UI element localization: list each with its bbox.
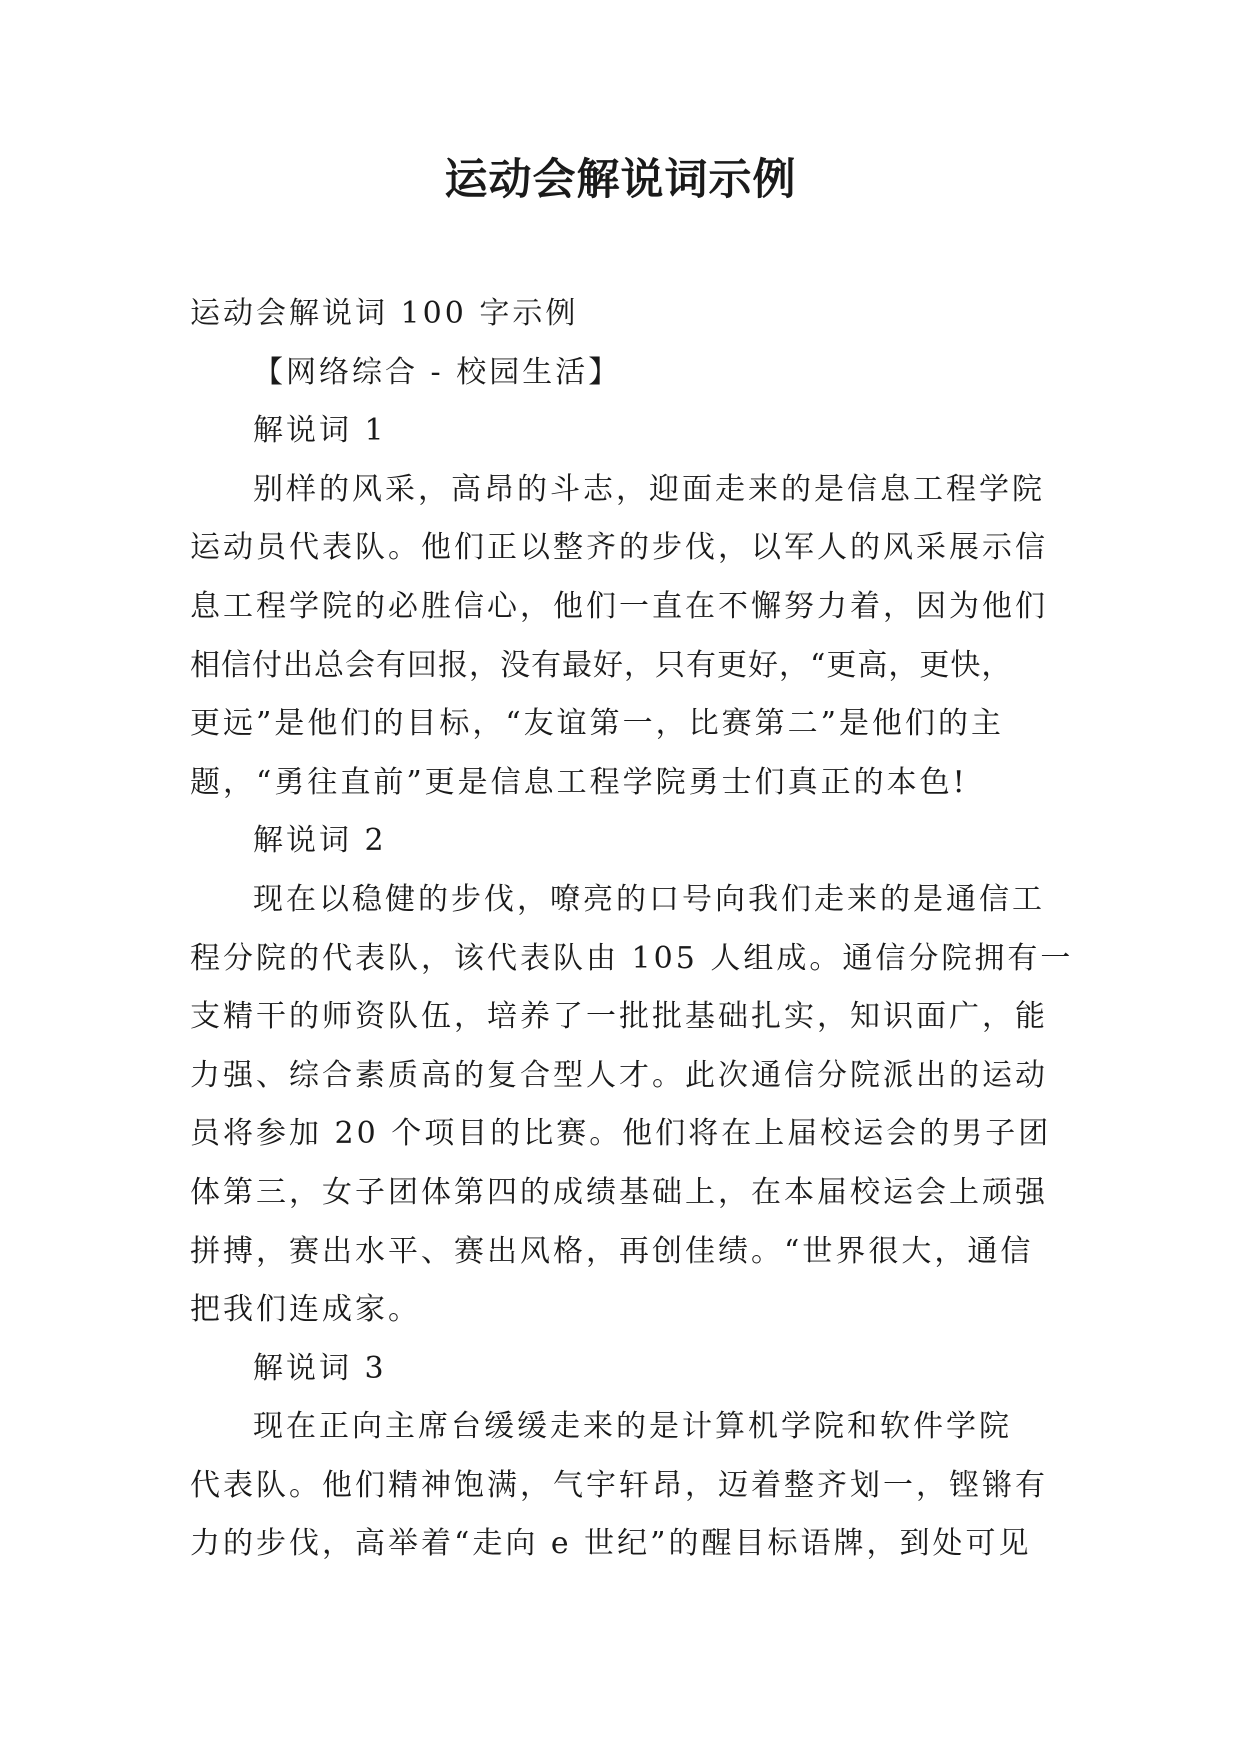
section-heading: 解说词 2 [253,823,387,859]
body-line: 支精干的师资队伍，培养了一批批基础扎实，知识面广，能 [190,999,1048,1035]
document-title: 运动会解说词示例 [444,155,797,205]
body-line: 力的步伐，高举着“走向 e 世纪”的醒目标语牌，到处可见 [190,1526,1032,1562]
section-heading: 解说词 3 [253,1350,387,1386]
body-line: 息工程学院的必胜信心，他们一直在不懈努力着，因为他们 [190,588,1048,624]
body-line: 运动员代表队。他们正以整齐的步伐，以军人的风采展示信 [190,530,1048,566]
body-line: 力强、综合素质高的复合型人才。此次通信分院派出的运动 [190,1057,1048,1093]
body-line: 相信付出总会有回报，没有最好，只有更好，“更高，更快， [190,647,1013,683]
document-body [190,285,1074,1574]
body-line: 拼搏，赛出水平、赛出风格，再创佳绩。“世界很大，通信 [190,1233,1034,1269]
section-heading: 解说词 1 [253,413,387,449]
body-line: 【网络综合 - 校园生活】 [253,354,622,390]
body-line: 别样的风采，高昂的斗志，迎面走来的是信息工程学院 [253,471,1045,507]
body-line: 员将参加 20 个项目的比赛。他们将在上届校运会的男子团 [190,1116,1052,1152]
body-line: 现在以稳健的步伐，嘹亮的口号向我们走来的是通信工 [253,881,1045,917]
body-line: 题，“勇往直前”更是信息工程学院勇士们真正的本色! [190,764,968,800]
body-line: 现在正向主席台缓缓走来的是计算机学院和软件学院 [253,1409,1012,1445]
body-line: 代表队。他们精神饱满，气宇轩昂，迈着整齐划一，铿锵有 [190,1467,1048,1503]
body-line: 体第三，女子团体第四的成绩基础上，在本届校运会上顽强 [190,1174,1048,1210]
body-line: 运动会解说词 100 字示例 [190,296,579,331]
body-line: 更远”是他们的目标，“友谊第一，比赛第二”是他们的主 [190,706,1005,742]
body-line: 程分院的代表队，该代表队由 105 人组成。通信分院拥有一 [190,940,1074,976]
body-line: 把我们连成家。 [190,1292,421,1328]
